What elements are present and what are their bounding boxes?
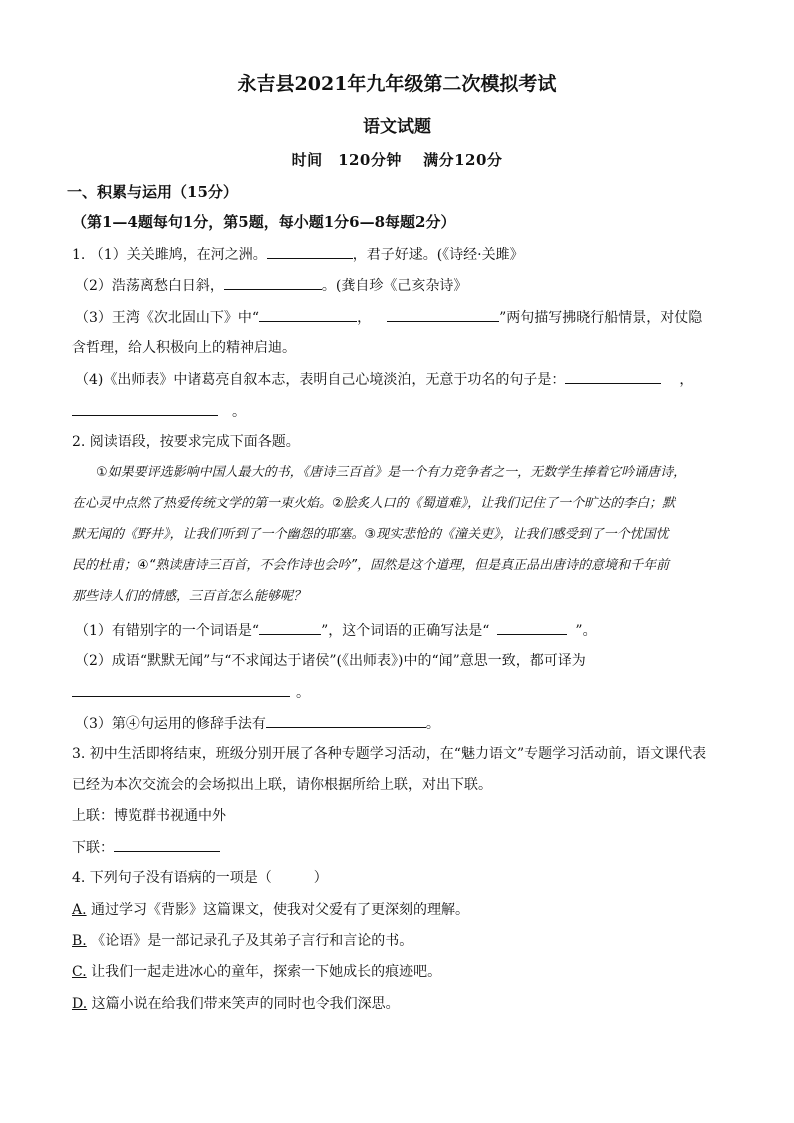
option-letter: D. bbox=[72, 996, 88, 1012]
option-d[interactable] bbox=[72, 995, 400, 1013]
q1-part2: （2）浩荡离愁白日斜， 。(龚自珍《己亥杂诗》 bbox=[75, 278, 468, 294]
answer-blank[interactable] bbox=[497, 621, 567, 635]
section-note: （第1—4题每句1分，第5题，每小题1分6—8每题2分） bbox=[72, 213, 456, 231]
q3-stem-cont: 已经为本次交流会的会场拟出上联，请你根据所给上联，对出下联。 bbox=[72, 777, 492, 793]
exam-title: 永吉县2021年九年级第二次模拟考试 bbox=[237, 73, 557, 95]
option-letter: B. bbox=[72, 933, 87, 949]
q1-part4: （4)《出师表》中诸葛亮自叙本志，表明自己心境淡泊，无意于功名的句子是： ， bbox=[75, 372, 694, 388]
q1-part1: 1. （1）关关雎鸠，在河之洲。 ，君子好逑。(《诗经·关雎》 bbox=[72, 247, 524, 263]
answer-blank[interactable] bbox=[259, 621, 321, 635]
passage-line: 民的杜甫；④“熟读唐诗三百首，不会作诗也会吟”，固然是这个道理，但是真正品出唐诗的意境和千年前 bbox=[72, 558, 670, 573]
q1-part3-cont: 含哲理，给人积极向上的精神启迪。 bbox=[72, 340, 296, 356]
passage-line: 在心灵中点然了热爱传统文学的第一束火焰。②脍炙人口的《蜀道难》，让我们记住了一个旷达的李白；默 bbox=[72, 496, 676, 511]
q2-sub3: （3）第④句运用的修辞手法有 。 bbox=[75, 716, 440, 732]
q1-part3: （3）王湾《次北固山下》中“ ， ”两句描写拂晓行船情景，对仗隐 bbox=[75, 310, 703, 326]
q2-sub1: （1）有错别字的一个词语是“ ”，这个词语的正确写法是“ ”。 bbox=[75, 623, 597, 639]
answer-blank[interactable] bbox=[114, 838, 220, 852]
passage-line: 默无闻的《野井》，让我们听到了一个幽怨的耶塞。③现实悲怆的《潼关吏》，让我们感受到了一个忧国忧 bbox=[72, 527, 669, 542]
exam-subtitle: 语文试题 bbox=[363, 117, 431, 137]
option-text: 让我们一起走进冰心的童年，探索一下她成长的痕迹吧。 bbox=[91, 964, 442, 980]
q3-stem: 3. 初中生活即将结束，班级分别开展了各种专题学习活动，在“魅力语文”专题学习活动前，语文课代表 bbox=[72, 746, 707, 762]
option-letter: A. bbox=[72, 902, 87, 918]
option-text: 通过学习《背影》这篇课文，使我对父爱有了更深刻的理解。 bbox=[91, 902, 470, 918]
passage-line: ①如果要评选影响中国人最大的书，《唐诗三百首》是一个有力竞争者之一，无数学生捧着它吟诵唐诗， bbox=[96, 465, 687, 480]
q3-upper-couplet: 上联：博览群书视通中外 bbox=[72, 808, 226, 824]
answer-blank[interactable] bbox=[267, 245, 353, 259]
option-b[interactable] bbox=[72, 932, 413, 950]
q2-sub2-cont: 。 bbox=[72, 683, 310, 702]
q3-lower-couplet: 下联： bbox=[72, 838, 220, 857]
option-letter: C. bbox=[72, 964, 87, 980]
option-a[interactable] bbox=[72, 901, 469, 919]
exam-info: 时间 120分钟 满分120分 bbox=[291, 151, 503, 169]
answer-blank[interactable] bbox=[565, 370, 661, 384]
option-text: 这篇小说在给我们带来笑声的同时也令我们深思。 bbox=[91, 996, 400, 1012]
answer-blank[interactable] bbox=[72, 683, 290, 697]
answer-blank[interactable] bbox=[266, 714, 426, 728]
q2-stem: 2. 阅读语段，按要求完成下面各题。 bbox=[72, 434, 300, 450]
answer-blank[interactable] bbox=[72, 402, 218, 416]
passage-line: 那些诗人们的情感，三百首怎么能够呢？ bbox=[72, 589, 307, 604]
answer-blank[interactable] bbox=[224, 276, 322, 290]
option-text: 《论语》是一部记录孔子及其弟子言行和言论的书。 bbox=[91, 933, 414, 949]
answer-blank[interactable] bbox=[259, 308, 357, 322]
section-heading: 一、积累与运用（15分） bbox=[67, 183, 238, 201]
option-c[interactable] bbox=[72, 963, 441, 981]
answer-blank[interactable] bbox=[387, 308, 499, 322]
q1-part4-cont: 。 bbox=[72, 402, 246, 421]
q2-sub2: （2）成语“默默无闻”与“不求闻达于诸侯”(《出师表》)中的“闻”意思一致，都可译为 bbox=[75, 653, 586, 669]
q4-stem: 4. 下列句子没有语病的一项是（ ） bbox=[72, 870, 328, 886]
